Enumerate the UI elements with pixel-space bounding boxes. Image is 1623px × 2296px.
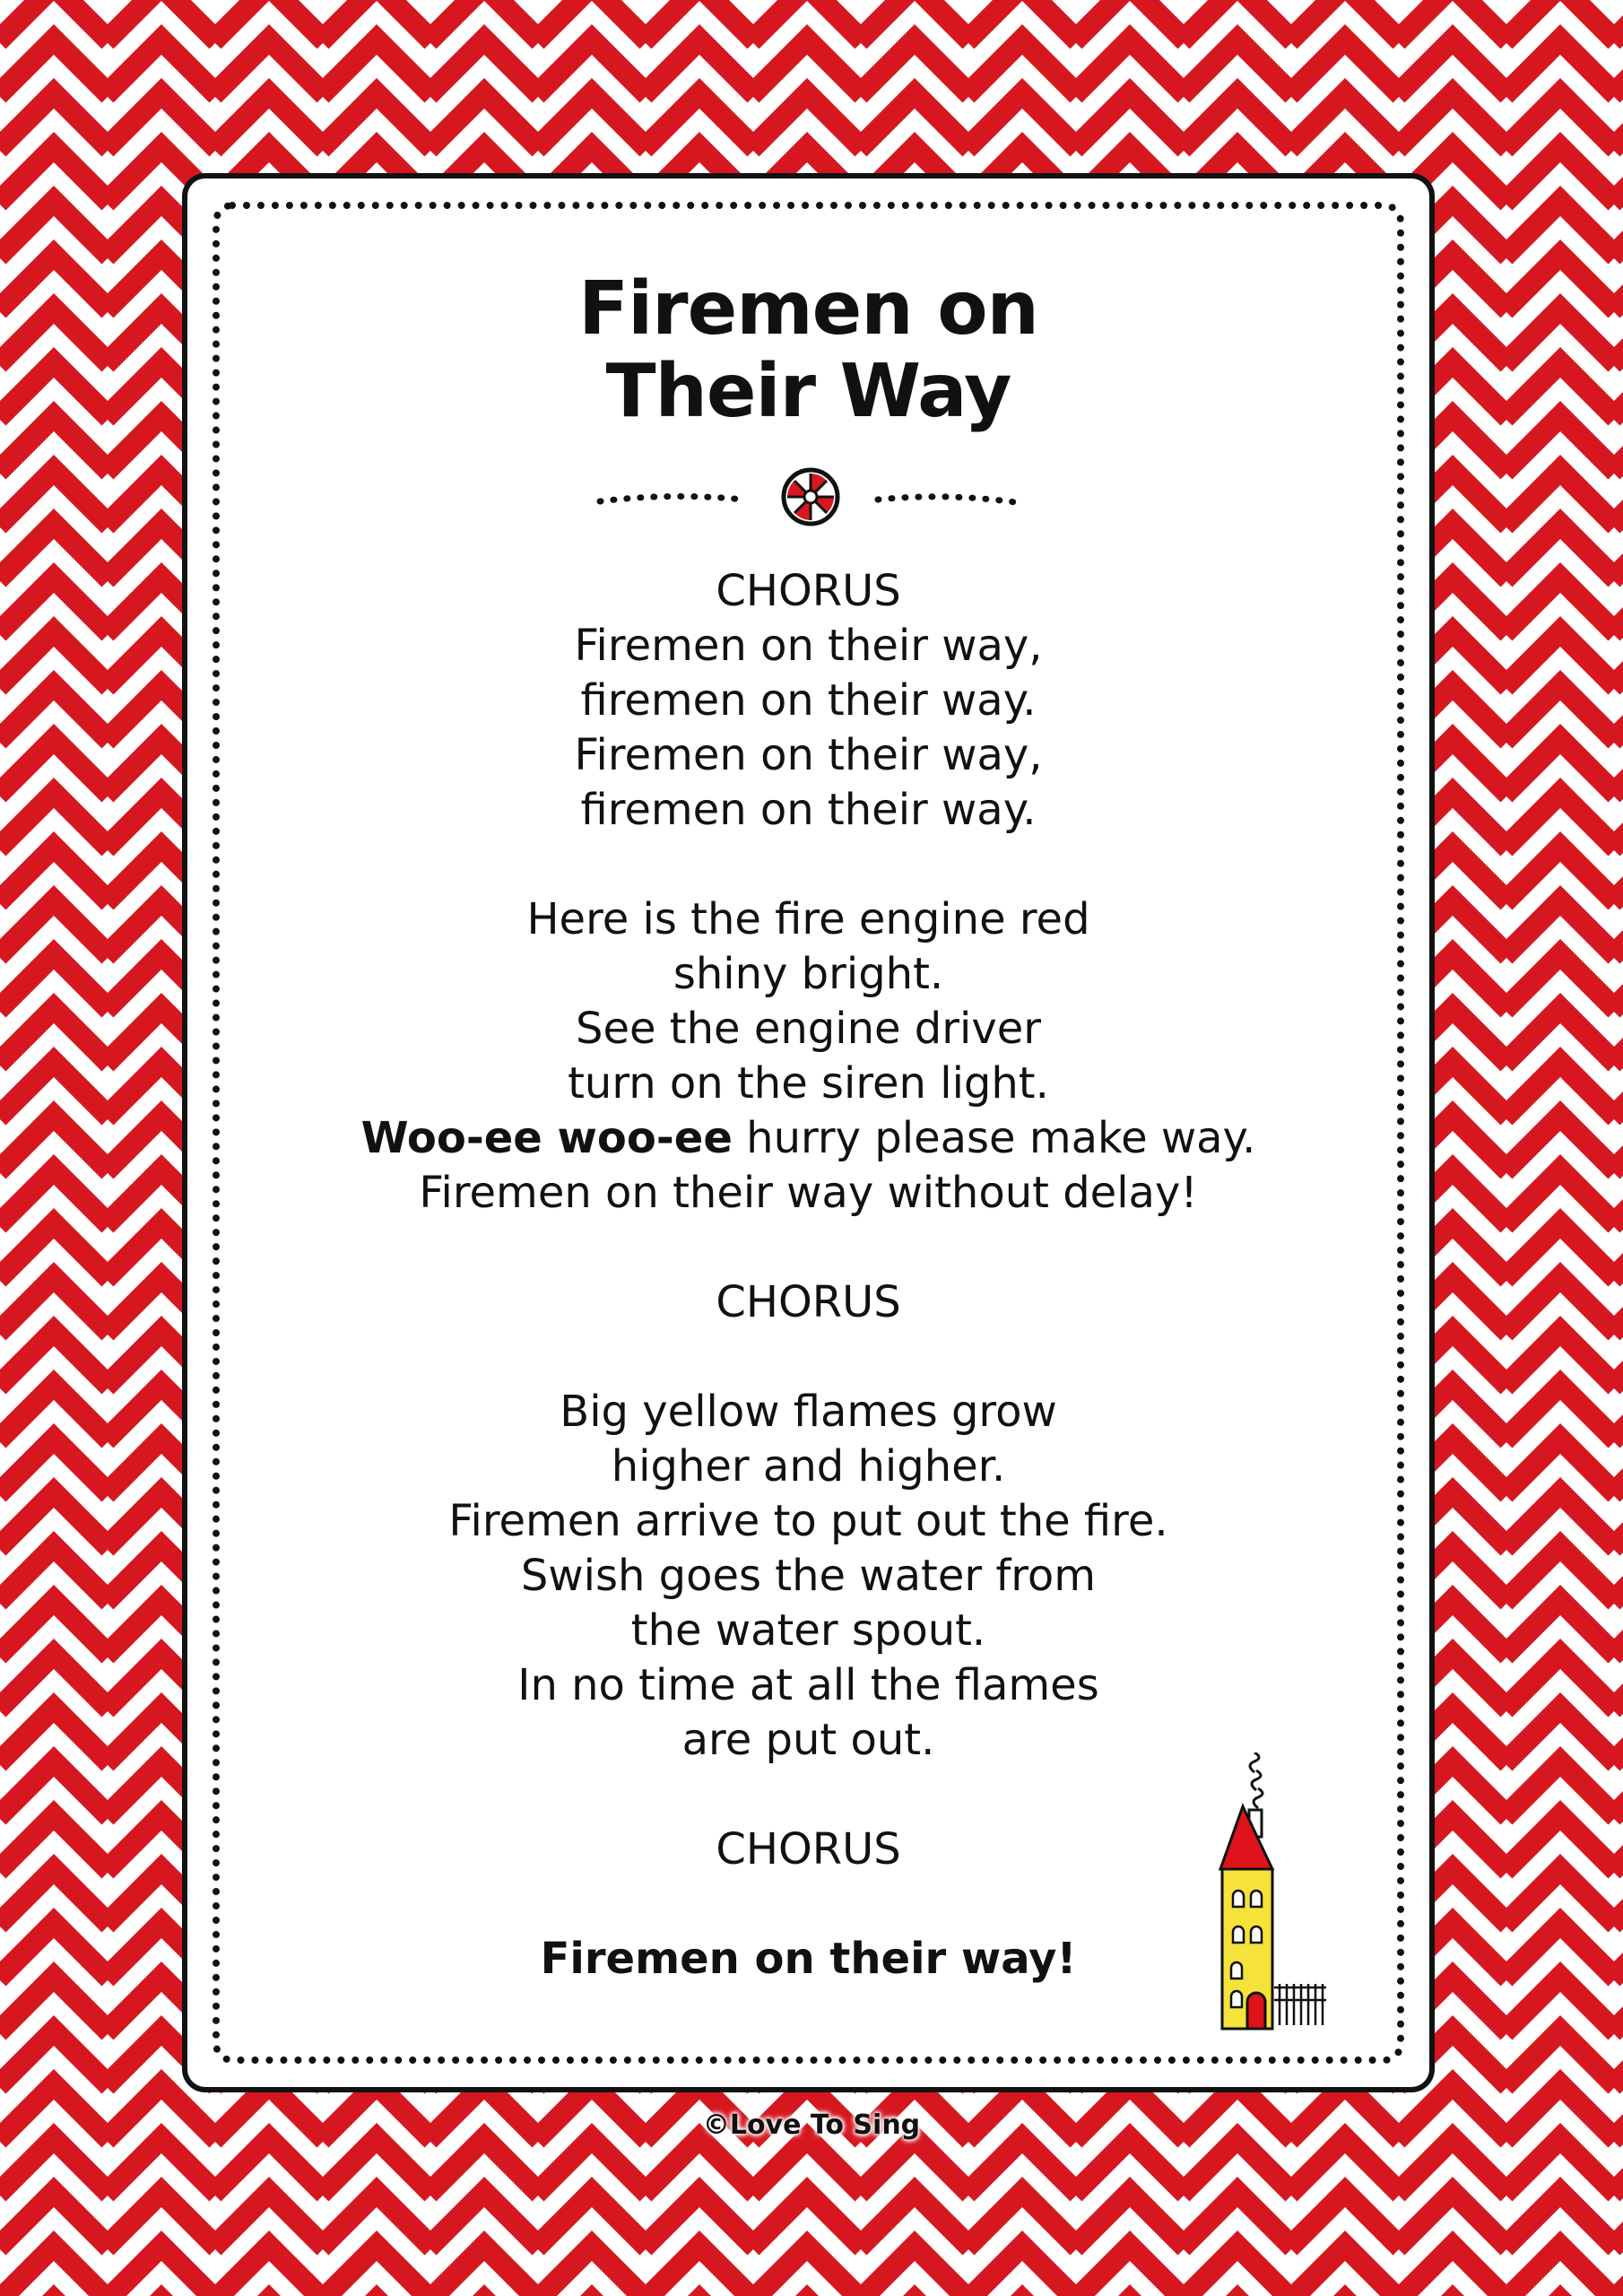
lyric-line: In no time at all the flames — [517, 1660, 1099, 1710]
lyric-line: Swish goes the water from — [520, 1551, 1097, 1601]
fire-wheel-icon — [784, 470, 838, 524]
chorus-heading: CHORUS — [716, 1277, 901, 1327]
lyric-line: the water spout. — [630, 1605, 986, 1656]
lyric-line: Firemen arrive to put out the fire. — [448, 1496, 1168, 1546]
lyric-line: See the engine driver — [576, 1004, 1041, 1054]
lyric-line: Here is the fire engine red — [526, 894, 1090, 944]
lyric-line: Firemen on their way, — [574, 730, 1043, 780]
copyright-credit: ©Love To Sing — [702, 2109, 921, 2141]
lyrics-card — [182, 173, 1435, 2092]
lyric-bold-text: Woo-ee woo-ee — [360, 1113, 733, 1163]
chorus-heading: CHORUS — [716, 566, 901, 616]
house-icon — [1201, 1752, 1353, 2039]
lyric-text: hurry please make way. — [732, 1113, 1256, 1163]
lyric-line: Firemen on their way, — [574, 621, 1043, 671]
lyric-line — [187, 1111, 1429, 1166]
title-line-1: Firemen on — [578, 266, 1038, 352]
final-line: Firemen on their way! — [540, 1934, 1077, 1984]
chorus-heading: CHORUS — [716, 1824, 901, 1874]
lyric-line: firemen on their way. — [580, 785, 1037, 835]
lyric-line: Big yellow flames grow — [560, 1387, 1057, 1437]
title-line-2: Their Way — [605, 349, 1011, 434]
lyric-line: are put out. — [681, 1715, 935, 1765]
lyric-line: Firemen on their way without delay! — [419, 1168, 1198, 1218]
lyric-line: shiny bright. — [673, 949, 944, 999]
lyric-line: firemen on their way. — [580, 675, 1037, 726]
lyric-line: higher and higher. — [611, 1441, 1006, 1492]
song-title — [187, 268, 1429, 433]
dotted-divider — [591, 465, 1030, 528]
lyric-line: turn on the siren light. — [568, 1058, 1049, 1109]
